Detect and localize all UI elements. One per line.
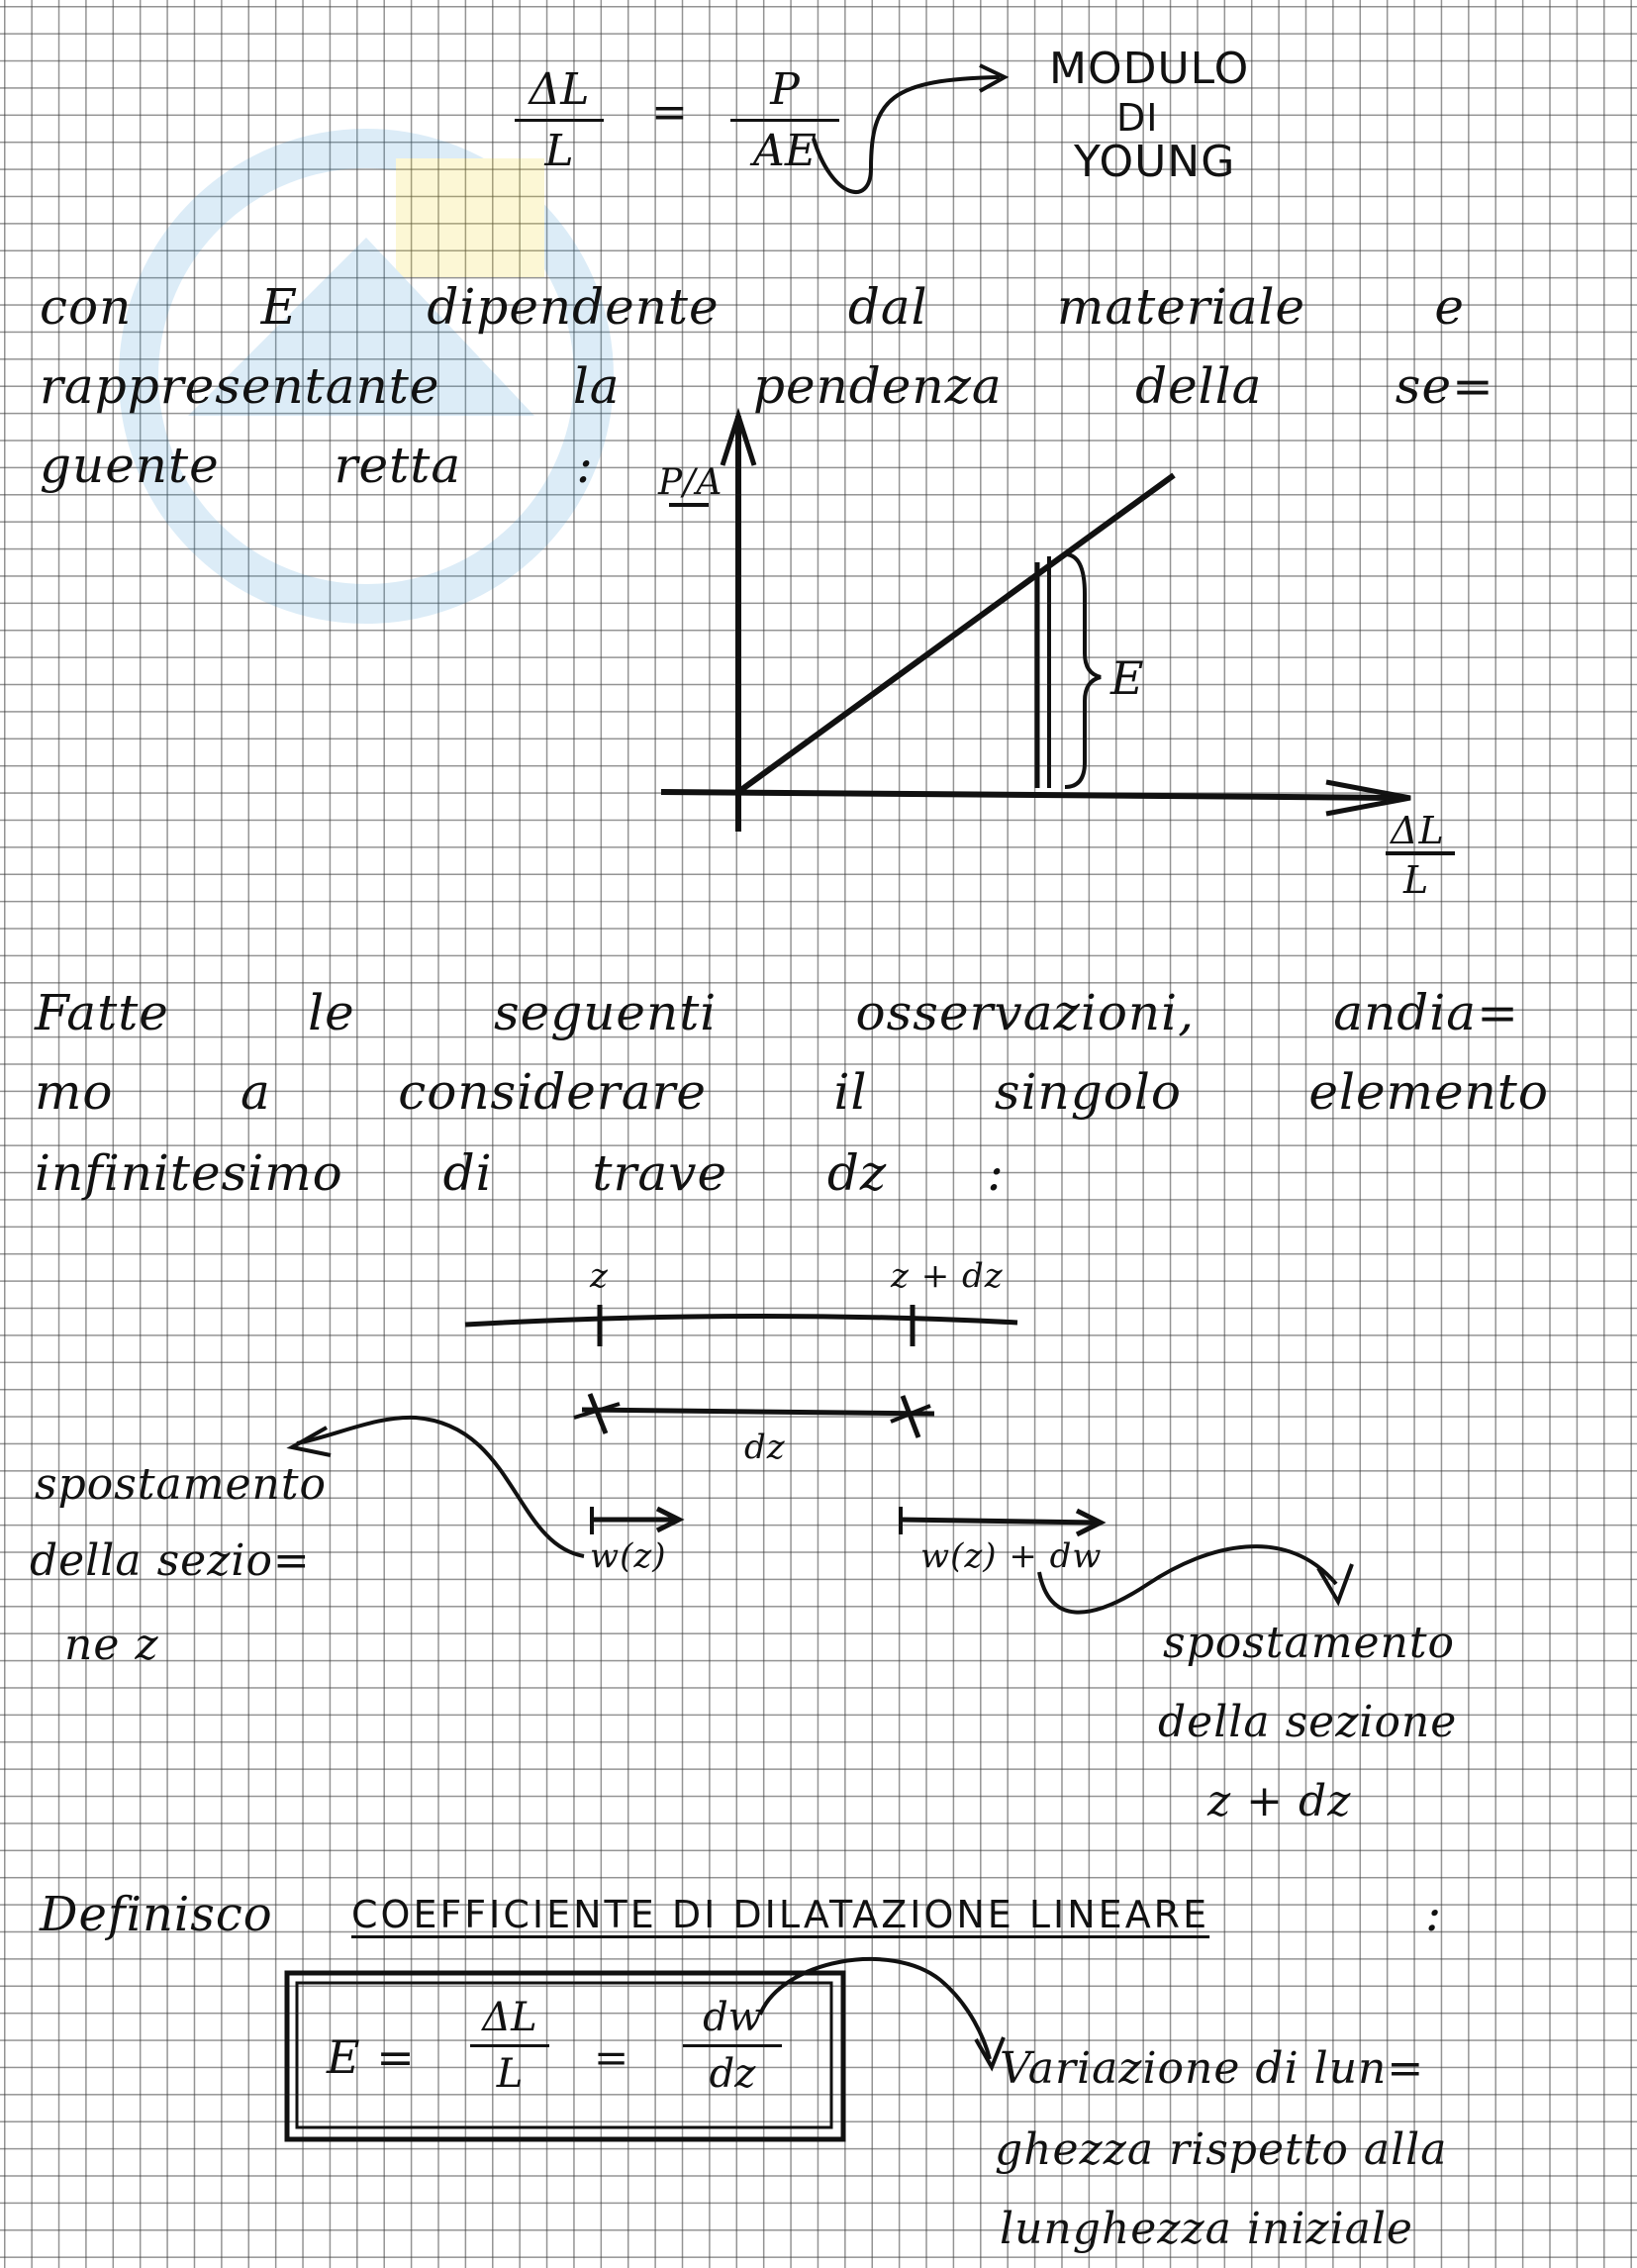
young-modulus-note-1: MODULO [1049,44,1250,94]
right-note-line2: della sezione [1158,1697,1458,1747]
right-note-line1: spostamento [1163,1618,1456,1668]
definition-prefix: Definisco [40,1887,273,1942]
word: dz [826,1144,888,1202]
word: a [240,1063,271,1121]
word: la [572,357,621,415]
strain-fraction-2: dw dz [683,1995,782,2097]
word: di [442,1144,493,1202]
graph-x-label-num: ΔL [1391,809,1445,852]
definition-note-line2: ghezza rispetto alla [995,2124,1448,2175]
word: dipendente [427,278,720,336]
word: guente [40,437,220,494]
strain-fraction-1: ΔL L [470,1995,549,2097]
definition-title: COEFFICIENTE DI DILATAZIONE LINEARE [351,1893,1210,1936]
word: seguenti [493,984,718,1041]
left-note-line3: ne z [64,1620,159,1670]
word: Fatte [35,984,169,1041]
word: : [576,437,594,494]
left-note-line1: spostamento [35,1459,328,1510]
graph-slope-label: E [1110,651,1145,705]
label-z-plus-dz: z + dz [891,1256,1004,1296]
strain-symbol: E = [327,2030,416,2084]
word: della [1135,357,1263,415]
word: materiale [1056,278,1306,336]
word: elemento [1308,1063,1549,1121]
label-z: z [590,1256,609,1296]
word: il [833,1063,868,1121]
word: mo [35,1063,114,1121]
word: rappresentante [40,357,440,415]
word: con [40,278,133,336]
young-modulus-note-3: YOUNG [1074,137,1236,187]
label-dz: dz [744,1428,786,1467]
word: considerare [398,1063,707,1121]
word: retta [334,437,462,494]
graph-x-label-den: L [1403,858,1430,902]
definition-note-line3: lunghezza iniziale [1000,2204,1413,2254]
word: dal [847,278,928,336]
word: le [308,984,355,1041]
word: andia= [1333,984,1519,1041]
word: se= [1395,357,1494,415]
word: pendenza [752,357,1003,415]
left-note-line2: della sezio= [30,1535,311,1586]
word: E [260,278,299,336]
graph-y-label: P/A [658,462,723,503]
formula-equals: = [651,87,689,138]
definition-note-line1: Variazione di lun= [1000,2043,1425,2094]
word: singolo [994,1063,1182,1121]
word: osservazioni, [855,984,1196,1041]
definition-colon: : [1425,1887,1443,1942]
word: trave [592,1144,728,1202]
young-modulus-note-2: DI [1116,96,1159,140]
word: : [987,1144,1005,1202]
right-note-line3: z + dz [1207,1776,1352,1826]
formula-lhs-fraction: ΔL L [515,64,604,176]
word: e [1434,278,1465,336]
strain-equals: = [594,2033,630,2082]
label-w-z: w(z) [590,1536,667,1576]
formula-rhs-fraction: P AE [730,64,839,176]
word: infinitesimo [35,1144,343,1202]
label-w-z-plus-dw: w(z) + dw [920,1536,1103,1576]
